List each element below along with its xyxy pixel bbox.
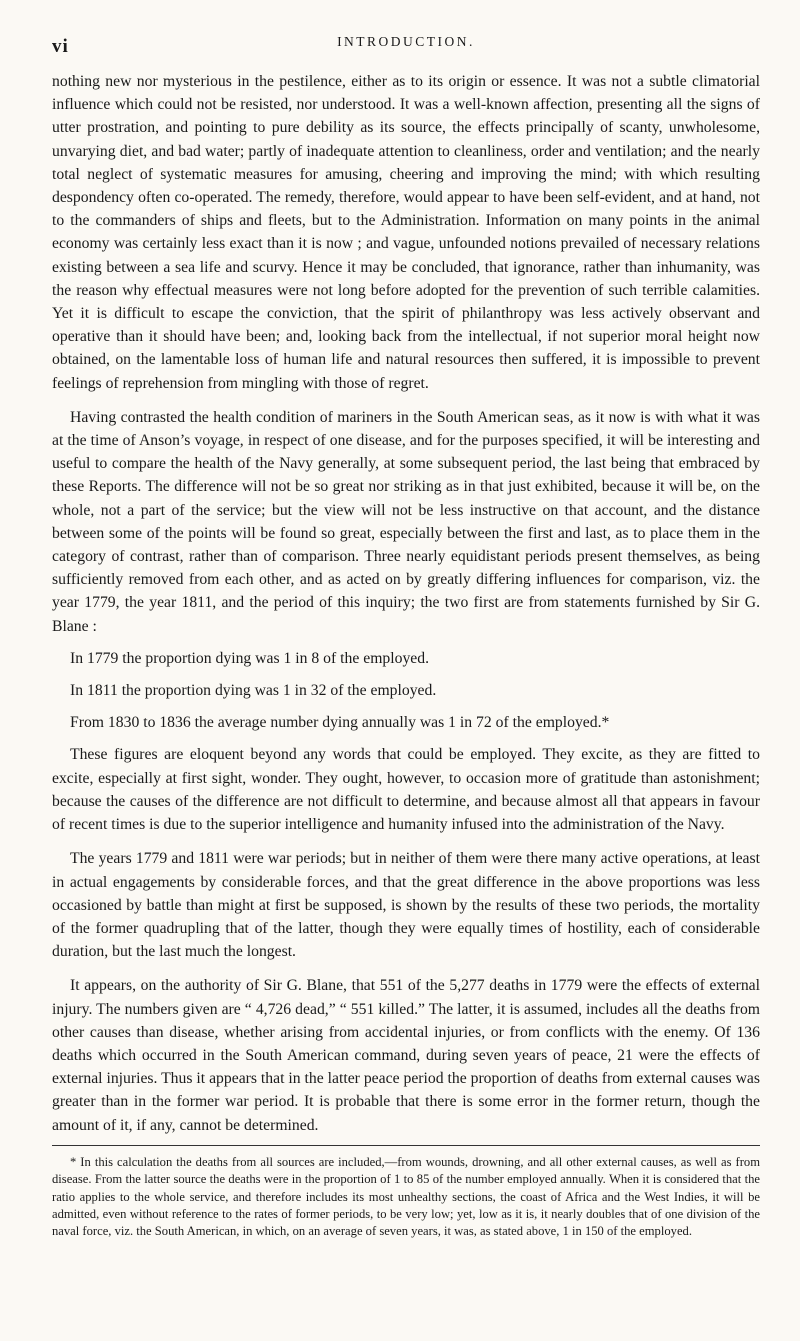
paragraph-4: The years 1779 and 1811 were war periods; but in neither of them were there many active operations, at least in actual engagements by considerable forces, and that the great difference in the above proportions was less occasioned by battle than might at first be supposed, is shown by the results of these two periods, the mortality of the former quadrupling that of the latter, though they were equally times of hostility, each of considerable duration, but the last much the longest. <box>52 850 760 961</box>
footnote-rule <box>52 1145 760 1146</box>
statistic-1779: In 1779 the proportion dying was 1 in 8 of the employed. <box>70 649 430 667</box>
paragraph-5: It appears, on the authority of Sir G. Blane, that 551 of the 5,277 deaths in 1779 were the effects of external injury. The numbers given are “ 4,726 dead,” “ 551 killed.” The latter, it is assumed, includes all the deaths from other causes than disease, whether arising from accidental injuries, or from conflicts with the enemy. Of 136 deaths which occurred in the South American command, during seven years of peace, 21 were the effects of external injuries. Thus it appears that in the latter peace period the proportion of deaths from external causes was greater than in the former war period. It is probable that there is some error in the former return, though the amount of it, if any, cannot be determined. <box>52 977 760 1134</box>
footnote: * In this calculation the deaths from all sources are included,—from wounds, drowning, and all other external causes, as well as from disease. From the latter source the deaths were in the proportion of 1 to 85 of the number employed annually. When it is considered that the ratio applies to the whole service, and therefore includes its most unhealthy sections, the coast of Africa and the West Indies, it will be admitted, even without reference to the rates of former periods, to be very low; yet, low as it is, it nearly doubles that of one division of the naval force, viz. the South American, in which, on an average of seven years, it was, as stated above, 1 in 150 of the employed. <box>52 1154 760 1239</box>
paragraph-1: nothing new nor mysterious in the pestilence, either as to its origin or essence. It was not a subtle climatorial influence which could not be resisted, nor understood. It was a well-known affection, presenting all the signs of utter prostration, and pointing to pure debility as its source, the effects principally of scanty, unwholesome, unvarying diet, and bad water; partly of inadequate attention to cleanliness, order and ventilation; and the nearly total neglect of systematic measures for amusing, cheering and improving the mind; with which resulting despondency often co-operated. The remedy, therefore, would appear to have been self-evident, and at hand, not to the commanders of ships and fleets, but to the Administration. Information on many points in the animal economy was certainly less exact than it is now ; and vague, unfounded notions prevailed of necessary relations existing between a sea life and scurvy. Hence it may be concluded, that ignorance, rather than inhumanity, was the reason why effectual measures were not long before adopted for the prevention of such terrible calamities. Yet it is difficult to escape the conviction, that the spirit of philanthropy was less actively observant and operative than it should have been; and, looking back from the intellectual, if not superior moral height now obtained, on the lamentable loss of human life and natural resources then suffered, it is impossible to prevent feelings of reprehension from mingling with those of regret. <box>52 73 760 392</box>
body-text <box>52 70 760 1137</box>
paragraph-3: These figures are eloquent beyond any words that could be employed. They excite, as they are fitted to excite, especially at first sight, wonder. They ought, however, to occasion more of gratitude than astonishment; because the causes of the difference are not difficult to determine, and because almost all that appears in favour of recent times is due to the superior intelligence and humanity infused into the administration of the Navy. <box>52 746 760 834</box>
page-number: vi <box>52 36 69 57</box>
paragraph-2: Having contrasted the health condition of mariners in the South American seas, as it now is with what it was at the time of Anson’s voyage, in respect of one disease, and for the purposes specified, it will be interesting and useful to compare the health of the Navy generally, at some subsequent period, the last being that embraced by these Reports. The difference will not be so great nor striking as in that just exhibited, because it will be, on the whole, not a part of the service; but the view will not be less instructive on that account, and the distance between some of the points will be found so great, especially between the first and last, as to place them in the category of contrast, rather than of comparison. Three nearly equidistant periods present themselves, as being sufficiently removed from each other, and as acted on by greatly differing influences for comparison, viz. the year 1779, the year 1811, and the period of this inquiry; the two first are from statements furnished by Sir G. Blane : <box>52 408 760 635</box>
statistic-1830-1836: From 1830 to 1836 the average number dying annually was 1 in 72 of the employed.* <box>70 714 610 732</box>
statistic-1811: In 1811 the proportion dying was 1 in 32 of the employed. <box>70 682 437 700</box>
page-header <box>52 34 760 70</box>
running-head: INTRODUCTION. <box>337 34 475 49</box>
book-page <box>52 34 760 1253</box>
